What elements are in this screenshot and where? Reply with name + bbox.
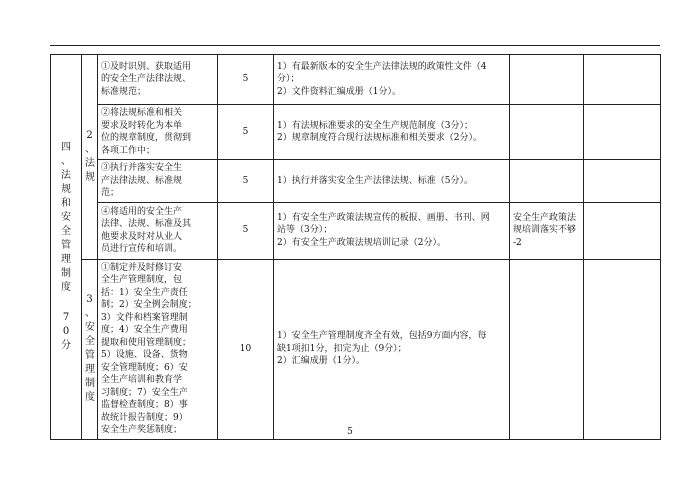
subsection-char: 法 bbox=[85, 157, 95, 169]
section-char: 四 bbox=[61, 141, 71, 153]
item-line: 要求及时转化为本单 bbox=[101, 120, 183, 131]
section-score-char: 0 bbox=[62, 325, 70, 337]
table-row bbox=[51, 105, 661, 160]
remark-cell bbox=[510, 105, 584, 160]
subsection-char: 理 bbox=[85, 364, 95, 375]
item-line: ②将法规标准和相关 bbox=[101, 108, 183, 118]
criteria-line: 1）有最新版本的安全生产法律法规的政策性文件（4 bbox=[277, 61, 487, 72]
subsection-char: 2 bbox=[86, 129, 93, 141]
evaluation-table bbox=[50, 54, 661, 440]
criteria-line: 1）执行并落实安全生产法律法规、标准（5分）。 bbox=[277, 175, 473, 186]
item-line: 他要求及时对从业人 bbox=[101, 231, 183, 242]
criteria-line: 1）有法规标准要求的安全生产规范制度（3分）； bbox=[277, 120, 473, 131]
criteria-line: 缺1项扣1分，扣完为止（9分）； bbox=[277, 343, 407, 354]
item-line: ④将适用的安全生产 bbox=[101, 206, 183, 217]
item-cell bbox=[98, 259, 218, 439]
remark-line: 规培训落实不够 bbox=[513, 225, 577, 236]
top-rule bbox=[50, 45, 660, 46]
subsection-char: 管 bbox=[85, 350, 95, 361]
item-line: 全生产培训和教育学 bbox=[101, 375, 183, 385]
remark-cell bbox=[510, 55, 584, 105]
spacer bbox=[54, 295, 78, 311]
item-line: 故统计报告制度；9） bbox=[101, 412, 188, 423]
criteria-line: 1）安全生产管理制度齐全有效，包括9方面内容，每 bbox=[277, 331, 487, 342]
section-char: 理 bbox=[61, 253, 71, 265]
item-line: 3）文件和档案管理制 bbox=[101, 312, 188, 323]
item-line: 位的规章制度，贯彻到 bbox=[101, 133, 192, 143]
table-row bbox=[51, 55, 661, 105]
item-line: 提取和使用管理制度； bbox=[101, 337, 192, 348]
remark-cell bbox=[510, 202, 584, 259]
section-char: 法 bbox=[61, 169, 71, 181]
criteria-line: 2）汇编成册（1分）。 bbox=[277, 356, 365, 367]
section-char: 、 bbox=[61, 155, 71, 167]
score-cell: 5 bbox=[218, 160, 274, 203]
criteria-cell bbox=[274, 160, 510, 203]
item-line: 5）设施、设备、货物 bbox=[101, 350, 188, 360]
item-line: 全生产管理制度，包 bbox=[101, 275, 183, 285]
table-row bbox=[51, 160, 661, 203]
item-cell bbox=[98, 202, 218, 259]
subsection-char: 全 bbox=[85, 336, 95, 347]
criteria-cell bbox=[274, 202, 510, 259]
subsection-char: 制 bbox=[85, 378, 95, 389]
section-char: 规 bbox=[61, 183, 71, 195]
blank-cell bbox=[584, 105, 661, 160]
item-line: 习制度；7）安全生产 bbox=[101, 387, 188, 398]
subsection-label-3 bbox=[82, 259, 98, 439]
criteria-line: 2）文件资料汇编成册（1分）。 bbox=[277, 86, 401, 97]
section-label bbox=[51, 55, 82, 440]
remark-line: -2 bbox=[513, 237, 522, 248]
item-line: 各项工作中； bbox=[101, 145, 156, 156]
page-number: 5 bbox=[347, 427, 353, 437]
item-line: ③执行并落实安全生 bbox=[101, 163, 183, 173]
item-line: 安全管理制度；6）安 bbox=[101, 362, 188, 373]
item-line: 制；2）安全例会制度； bbox=[101, 300, 197, 310]
subsection-char: 度 bbox=[85, 392, 95, 403]
blank-cell bbox=[584, 202, 661, 259]
criteria-line: 分）； bbox=[277, 74, 300, 85]
criteria-cell bbox=[274, 259, 510, 439]
item-line: 监督检查制度；8）事 bbox=[101, 400, 188, 410]
criteria-line: 站等（3分）； bbox=[277, 225, 333, 236]
criteria-cell bbox=[274, 55, 510, 105]
item-line: 范； bbox=[101, 188, 120, 198]
item-cell bbox=[98, 105, 218, 160]
section-char: 和 bbox=[61, 197, 71, 209]
blank-cell bbox=[584, 55, 661, 105]
remark-cell bbox=[510, 160, 584, 203]
subsection-label-2 bbox=[82, 55, 98, 260]
item-line: 的安全生产法律法规、 bbox=[101, 74, 192, 85]
subsection-char: 安 bbox=[85, 322, 95, 333]
subsection-char: 规 bbox=[85, 171, 95, 183]
criteria-cell bbox=[274, 105, 510, 160]
section-char: 管 bbox=[61, 239, 71, 251]
item-line: 员进行宣传和培训。 bbox=[101, 244, 183, 254]
blank-cell bbox=[584, 160, 661, 203]
item-line: 安全生产奖惩制度； bbox=[101, 425, 183, 435]
remark-line: 安全生产政策法 bbox=[513, 212, 577, 223]
section-score-char: 7 bbox=[62, 311, 70, 323]
section-char: 全 bbox=[61, 225, 71, 237]
subsection-char: 3 bbox=[86, 294, 93, 305]
subsection-char: 、 bbox=[85, 143, 95, 155]
item-line: 法律、法规、标准及其 bbox=[101, 219, 192, 229]
score-cell: 5 bbox=[218, 105, 274, 160]
item-line: ①及时识别、获取适用 bbox=[101, 61, 192, 72]
item-line: ①制定并及时修订安 bbox=[101, 262, 183, 273]
score-cell: 10 bbox=[218, 259, 274, 439]
criteria-line: 2）有安全生产政策法规培训记录（2分）。 bbox=[277, 237, 446, 248]
item-line: 括：1）安全生产责任 bbox=[101, 287, 188, 298]
item-line: 标准规范； bbox=[101, 86, 147, 97]
criteria-line: 1）有安全生产政策法规宣传的板报、画册、书刊、网 bbox=[277, 212, 490, 223]
section-char: 制 bbox=[61, 267, 71, 279]
criteria-line: 2）规章制度符合现行法规标准和相关要求（2分）。 bbox=[277, 133, 482, 143]
item-cell bbox=[98, 55, 218, 105]
item-line: 度；4）安全生产费用 bbox=[101, 325, 188, 335]
item-cell bbox=[98, 160, 218, 203]
table-row bbox=[51, 259, 661, 439]
section-char: 度 bbox=[61, 281, 71, 293]
score-cell: 5 bbox=[218, 55, 274, 105]
item-line: 产法律法规、标准规 bbox=[101, 175, 183, 186]
section-char: 安 bbox=[61, 211, 71, 223]
subsection-char: 、 bbox=[85, 308, 95, 319]
table-row bbox=[51, 202, 661, 259]
section-score-char: 分 bbox=[61, 339, 71, 351]
remark-cell bbox=[510, 259, 584, 439]
blank-cell bbox=[584, 259, 661, 439]
score-cell: 5 bbox=[218, 202, 274, 259]
